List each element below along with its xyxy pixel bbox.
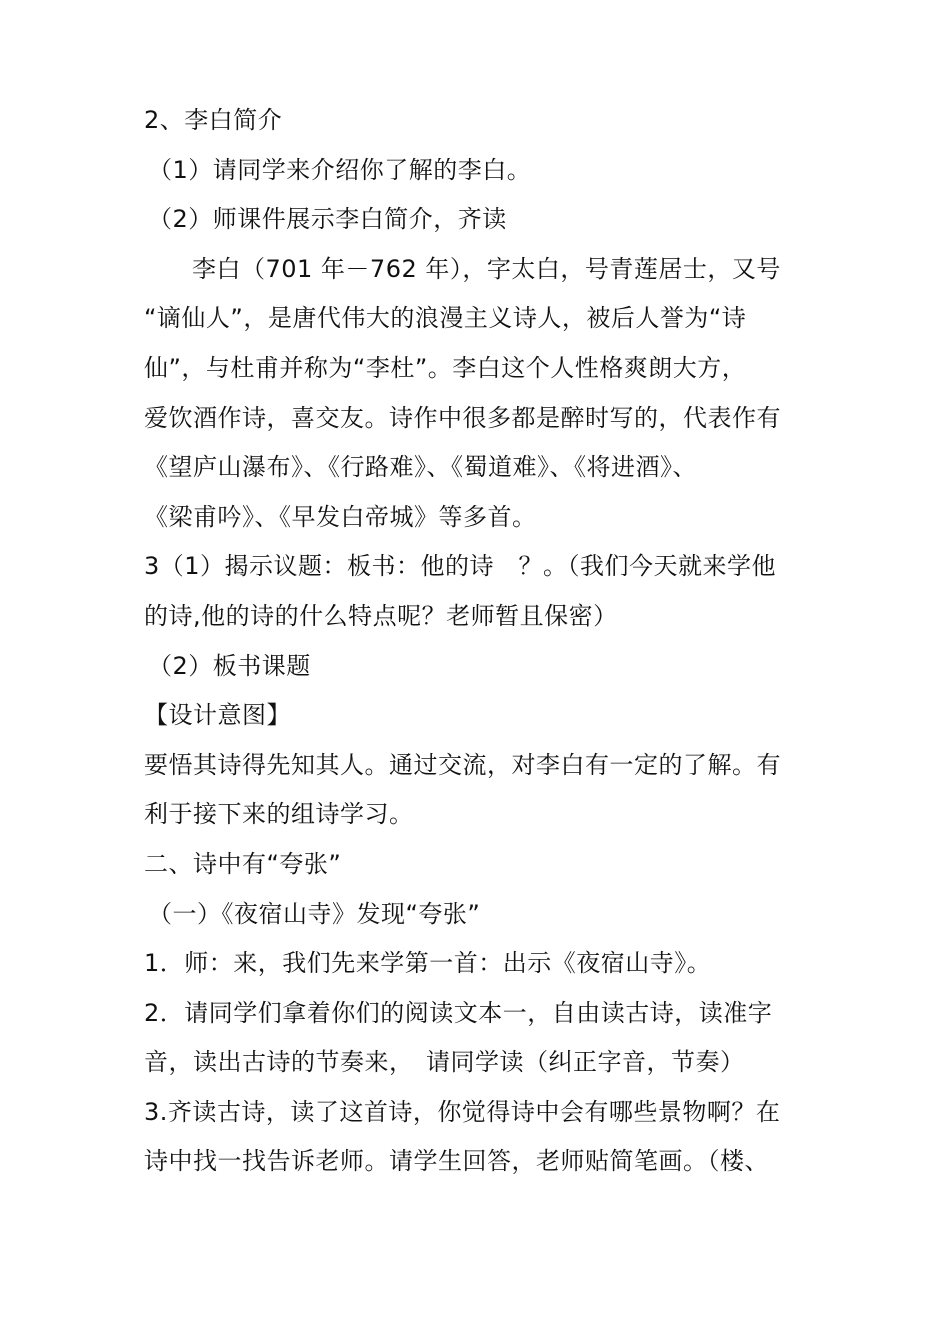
step-3-board-title: （2）板书课题 (148, 651, 311, 680)
design-intent-heading: 【设计意图】 (144, 701, 291, 730)
step-2-teacher-slides: （2）师课件展示李白简介，齐读 (148, 205, 507, 234)
item-2: 2．请同学们拿着你们的阅读文本一，自由读古诗，读准字 (144, 998, 773, 1027)
item-3-continued: 诗中找一找告诉老师。请学生回答，老师贴简笔画。（楼、 (144, 1147, 769, 1176)
item-2-continued: 音，读出古诗的节奏来， 请同学读（纠正字音，节奏） (144, 1048, 745, 1077)
section-2-heading: 二、诗中有“夸张” (144, 849, 342, 878)
bio-paragraph-line: 《梁甫吟》、《早发白帝城》等多首。 (144, 502, 537, 531)
item-1: 1．师：来，我们先来学第一首：出示《夜宿山寺》。 (144, 949, 712, 978)
step-1-student-intro: （1）请同学来介绍你了解的李白。 (148, 155, 532, 184)
document-page (144, 96, 812, 1187)
bio-paragraph-line: 李白（701 年－762 年），字太白，号青莲居士，又号 (192, 254, 781, 283)
subsection-1-heading: （一）《夜宿山寺》发现“夸张” (148, 899, 481, 928)
design-intent-text: 要悟其诗得先知其人。通过交流，对李白有一定的了解。有 (144, 750, 781, 779)
heading-li-bai-intro: 2、李白简介 (144, 106, 283, 134)
item-3: 3.齐读古诗，读了这首诗，你觉得诗中会有哪些景物啊？在 (144, 1097, 781, 1126)
bio-paragraph-line: 爱饮酒作诗，喜交友。诗作中很多都是醉时写的，代表作有 (144, 403, 781, 432)
bio-paragraph-line: “谪仙人”，是唐代伟大的浪漫主义诗人，被后人誉为“诗 (144, 304, 747, 333)
design-intent-text: 利于接下来的组诗学习。 (144, 800, 414, 829)
bio-paragraph-line: 《望庐山瀑布》、《行路难》、《蜀道难》、《将进酒》、 (144, 453, 697, 482)
step-3-topic: 3（1）揭示议题：板书：他的诗 ？。（我们今天就来学他 (144, 552, 777, 581)
bio-paragraph-line: 仙”，与杜甫并称为“李杜”。李白这个人性格爽朗大方， (144, 353, 747, 382)
step-3-topic-continued: 的诗,他的诗的什么特点呢？老师暂且保密） (144, 601, 618, 630)
